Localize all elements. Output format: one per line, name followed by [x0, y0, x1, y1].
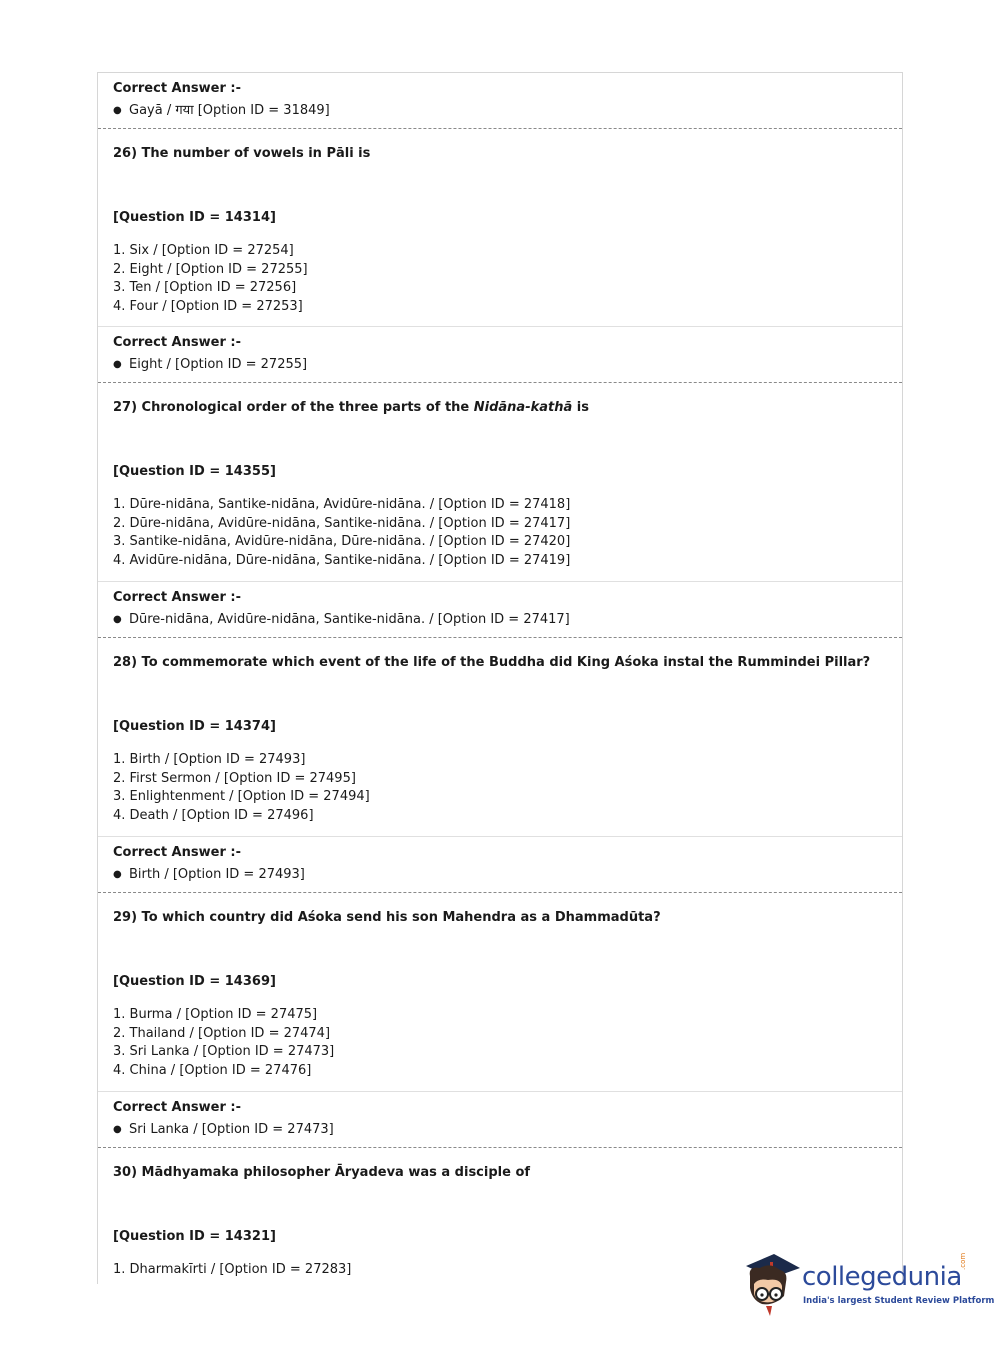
option-item: 4. Avidūre-nidāna, Dūre-nidāna, Santike-nidāna. / [Option ID = 27419] [113, 552, 571, 568]
question-text-part: 27) Chronological order of the three parts of the [113, 400, 474, 415]
question-text-italic: Nidāna-kathā [473, 400, 573, 415]
question-text: 28) To commemorate which event of the life of the Buddha did King Aśoka instal the Rummindei Pillar? [113, 655, 871, 670]
correct-answer-block [98, 837, 902, 893]
correct-answer-line [113, 1121, 887, 1139]
question-text: 29) To which country did Aśoka send his son Mahendra as a Dhammadūta? [113, 910, 661, 925]
logo-tagline: India's largest Student Review Platform [803, 1296, 995, 1306]
option-item: 3. Enlightenment / [Option ID = 27494] [113, 789, 370, 805]
bullet-icon: ● [113, 359, 122, 370]
correct-answer-text: Sri Lanka / [Option ID = 27473] [129, 1122, 334, 1137]
bullet-icon: ● [113, 869, 122, 880]
option-item: 1. Dūre-nidāna, Santike-nidāna, Avidūre-nidāna. / [Option ID = 27418] [113, 497, 571, 512]
question-id: [Question ID = 14374] [113, 719, 276, 734]
correct-answer-block [98, 73, 902, 129]
question-id: [Question ID = 14355] [113, 464, 276, 479]
collegedunia-logo [740, 1248, 995, 1318]
correct-answer-title: Correct Answer :- [113, 590, 241, 605]
correct-answer-line [113, 102, 887, 120]
question-block [98, 383, 902, 582]
question-id: [Question ID = 14321] [113, 1229, 276, 1244]
correct-answer-text: Eight / [Option ID = 27255] [129, 357, 308, 372]
correct-answer-block [98, 582, 902, 638]
options-list [113, 496, 887, 570]
student-mascot-icon [740, 1248, 802, 1318]
correct-answer-block [98, 327, 902, 383]
question-block [98, 129, 902, 327]
correct-answer-title: Correct Answer :- [113, 845, 241, 860]
option-item: 4. Four / [Option ID = 27253] [113, 298, 303, 314]
option-item: 4. Death / [Option ID = 27496] [113, 807, 314, 823]
question-block [98, 638, 902, 837]
correct-answer-text: Birth / [Option ID = 27493] [129, 867, 305, 882]
correct-answer-line [113, 356, 887, 374]
option-item: 2. First Sermon / [Option ID = 27495] [113, 770, 356, 786]
correct-answer-block [98, 1092, 902, 1148]
question-text: 30) Mādhyamaka philosopher Āryadeva was a disciple of [113, 1165, 531, 1180]
bullet-icon: ● [113, 105, 122, 116]
option-item: 1. Burma / [Option ID = 27475] [113, 1007, 318, 1022]
option-item: 1. Birth / [Option ID = 27493] [113, 752, 306, 767]
options-list [113, 242, 887, 316]
bullet-icon: ● [113, 614, 122, 625]
question-id: [Question ID = 14314] [113, 210, 276, 225]
options-list [113, 751, 887, 825]
logo-domain: .com [959, 1252, 967, 1270]
option-item: 2. Thailand / [Option ID = 27474] [113, 1025, 331, 1041]
option-item: 1. Six / [Option ID = 27254] [113, 243, 294, 258]
question-text: 26) The number of vowels in Pāli is [113, 146, 371, 161]
correct-answer-line [113, 611, 887, 629]
question-text [113, 400, 887, 416]
correct-answer-text: Dūre-nidāna, Avidūre-nidāna, Santike-nidāna. / [Option ID = 27417] [129, 612, 570, 627]
option-item: 3. Ten / [Option ID = 27256] [113, 280, 297, 296]
correct-answer-title: Correct Answer :- [113, 335, 241, 350]
question-text-part: is [572, 400, 589, 415]
option-item: 4. China / [Option ID = 27476] [113, 1062, 312, 1078]
option-item: 2. Eight / [Option ID = 27255] [113, 261, 308, 277]
correct-answer-title: Correct Answer :- [113, 1100, 241, 1115]
bullet-icon: ● [113, 1124, 122, 1135]
logo-wordmark: collegedunia [802, 1262, 962, 1292]
option-item: 1. Dharmakīrti / [Option ID = 27283] [113, 1262, 352, 1277]
option-item: 3. Santike-nidāna, Avidūre-nidāna, Dūre-nidāna. / [Option ID = 27420] [113, 534, 571, 550]
option-item: 3. Sri Lanka / [Option ID = 27473] [113, 1044, 335, 1060]
option-item: 2. Dūre-nidāna, Avidūre-nidāna, Santike-nidāna. / [Option ID = 27417] [113, 515, 571, 531]
document-page [97, 72, 903, 1284]
question-id: [Question ID = 14369] [113, 974, 276, 989]
correct-answer-line [113, 866, 887, 884]
question-block [98, 893, 902, 1092]
options-list [113, 1006, 887, 1080]
correct-answer-text: Gayā / गया [Option ID = 31849] [129, 103, 330, 118]
correct-answer-title: Correct Answer :- [113, 81, 241, 96]
